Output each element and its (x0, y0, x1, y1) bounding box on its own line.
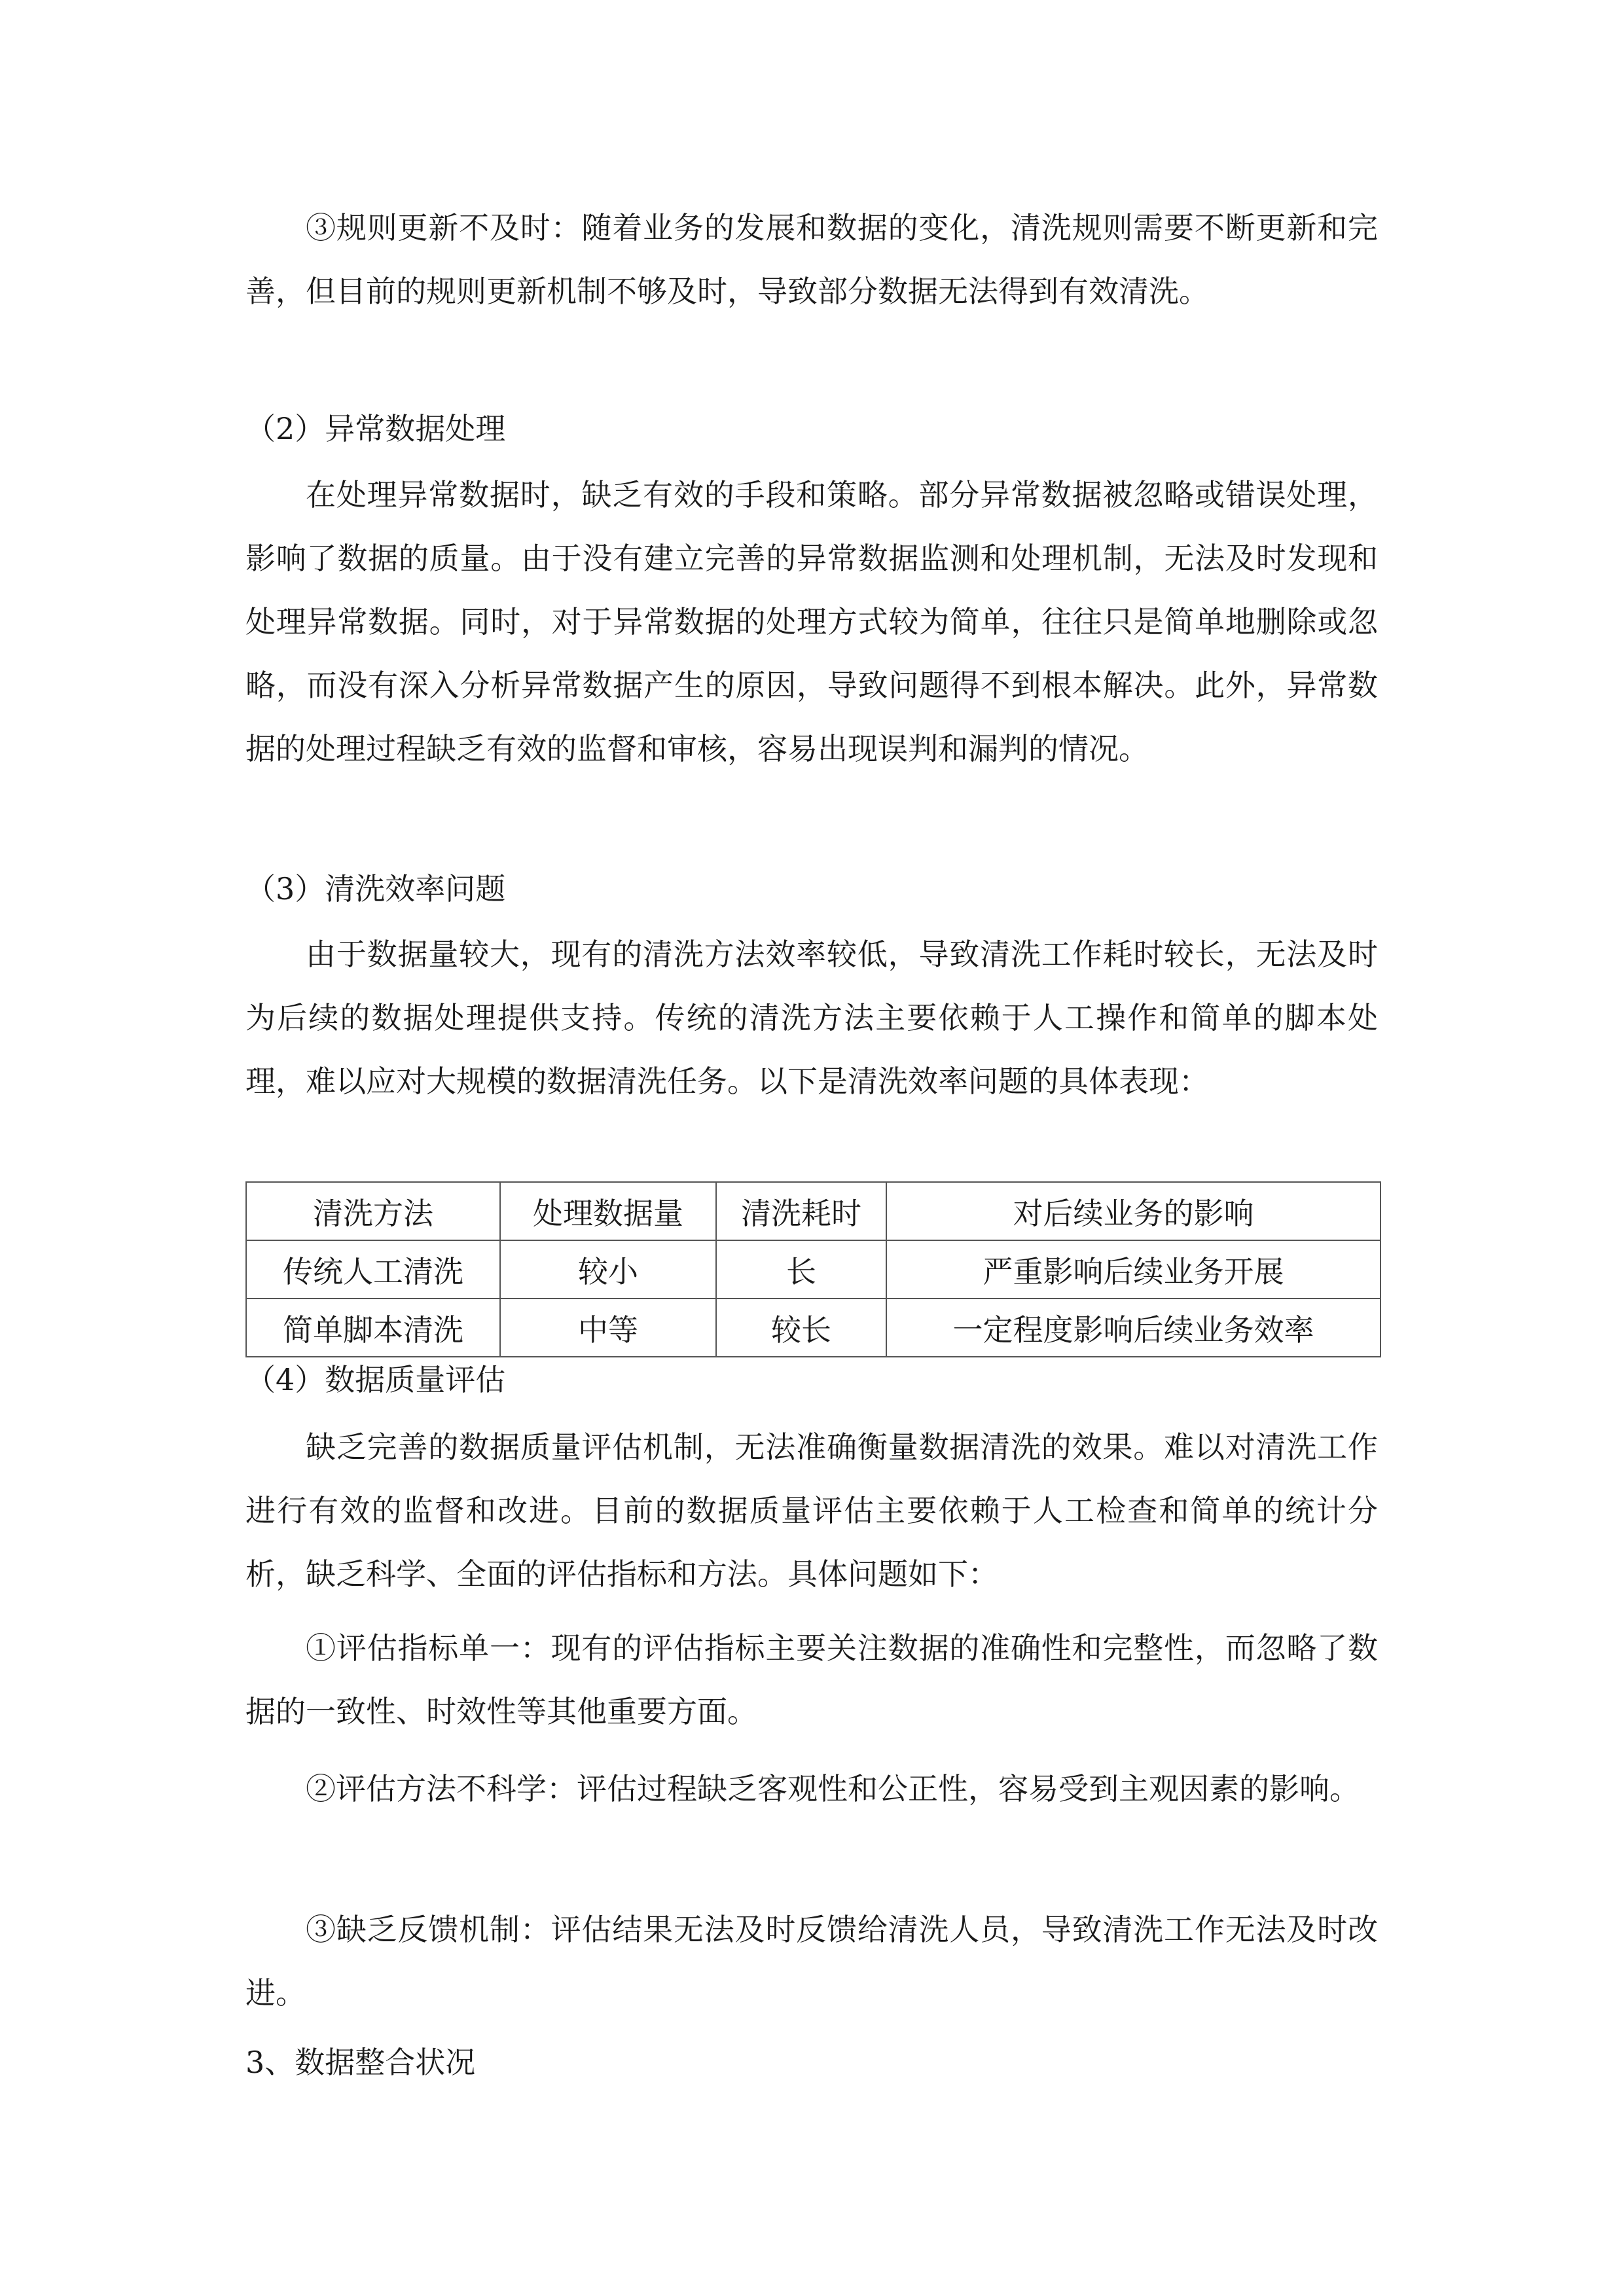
table-cell: 一定程度影响后续业务效率 (886, 1299, 1380, 1357)
table-header-cell: 处理数据量 (500, 1182, 716, 1240)
cleaning-efficiency-table (245, 1181, 1381, 1357)
table-header-cell: 清洗耗时 (716, 1182, 886, 1240)
paragraph-quality-item-1: ①评估指标单一：现有的评估指标主要关注数据的准确性和完整性，而忽略了数据的一致性、时效性等其他重要方面。 (245, 1630, 1378, 1729)
table-cell: 长 (716, 1240, 886, 1299)
table-cell: 较长 (716, 1299, 886, 1357)
paragraph-quality-item-2: ②评估方法不科学：评估过程缺乏客观性和公正性，容易受到主观因素的影响。 (306, 1771, 1360, 1806)
table-cell: 严重影响后续业务开展 (886, 1240, 1380, 1299)
paragraph-rule-update: ③规则更新不及时：随着业务的发展和数据的变化，清洗规则需要不断更新和完善，但目前的规则更新机制不够及时，导致部分数据无法得到有效清洗。 (245, 210, 1378, 309)
heading-abnormal-data: （2）异常数据处理 (245, 411, 506, 446)
heading-data-integration: 3、数据整合状况 (245, 2045, 476, 2080)
table-cell: 简单脚本清洗 (246, 1299, 500, 1357)
table-cell: 传统人工清洗 (246, 1240, 500, 1299)
paragraph-abnormal-data: 在处理异常数据时，缺乏有效的手段和策略。部分异常数据被忽略或错误处理，影响了数据的质量。由于没有建立完善的异常数据监测和处理机制，无法及时发现和处理异常数据。同时，对于异常数据的处理方式较为简单，往往只是简单地删除或忽略，而没有深入分析异常数据产生的原因，导致问题得不到根本解决。此外，异常数据的处理过程缺乏有效的监督和审核，容易出现误判和漏判的情况。 (245, 477, 1378, 766)
table-header-row (246, 1182, 1380, 1240)
table-row (246, 1240, 1380, 1299)
paragraph-data-quality: 缺乏完善的数据质量评估机制，无法准确衡量数据清洗的效果。难以对清洗工作进行有效的监督和改进。目前的数据质量评估主要依赖于人工检查和简单的统计分析，缺乏科学、全面的评估指标和方法。具体问题如下： (245, 1429, 1378, 1592)
paragraph-cleaning-efficiency: 由于数据量较大，现有的清洗方法效率较低，导致清洗工作耗时较长，无法及时为后续的数据处理提供支持。传统的清洗方法主要依赖于人工操作和简单的脚本处理，难以应对大规模的数据清洗任务。以下是清洗效率问题的具体表现： (245, 937, 1378, 1099)
table-header-cell: 对后续业务的影响 (886, 1182, 1380, 1240)
table-cell: 中等 (500, 1299, 716, 1357)
table-header-cell: 清洗方法 (246, 1182, 500, 1240)
paragraph-quality-item-3: ③缺乏反馈机制：评估结果无法及时反馈给清洗人员，导致清洗工作无法及时改进。 (245, 1912, 1378, 2011)
table-cell: 较小 (500, 1240, 716, 1299)
heading-cleaning-efficiency: （3）清洗效率问题 (245, 871, 506, 906)
heading-data-quality: （4）数据质量评估 (245, 1362, 506, 1397)
